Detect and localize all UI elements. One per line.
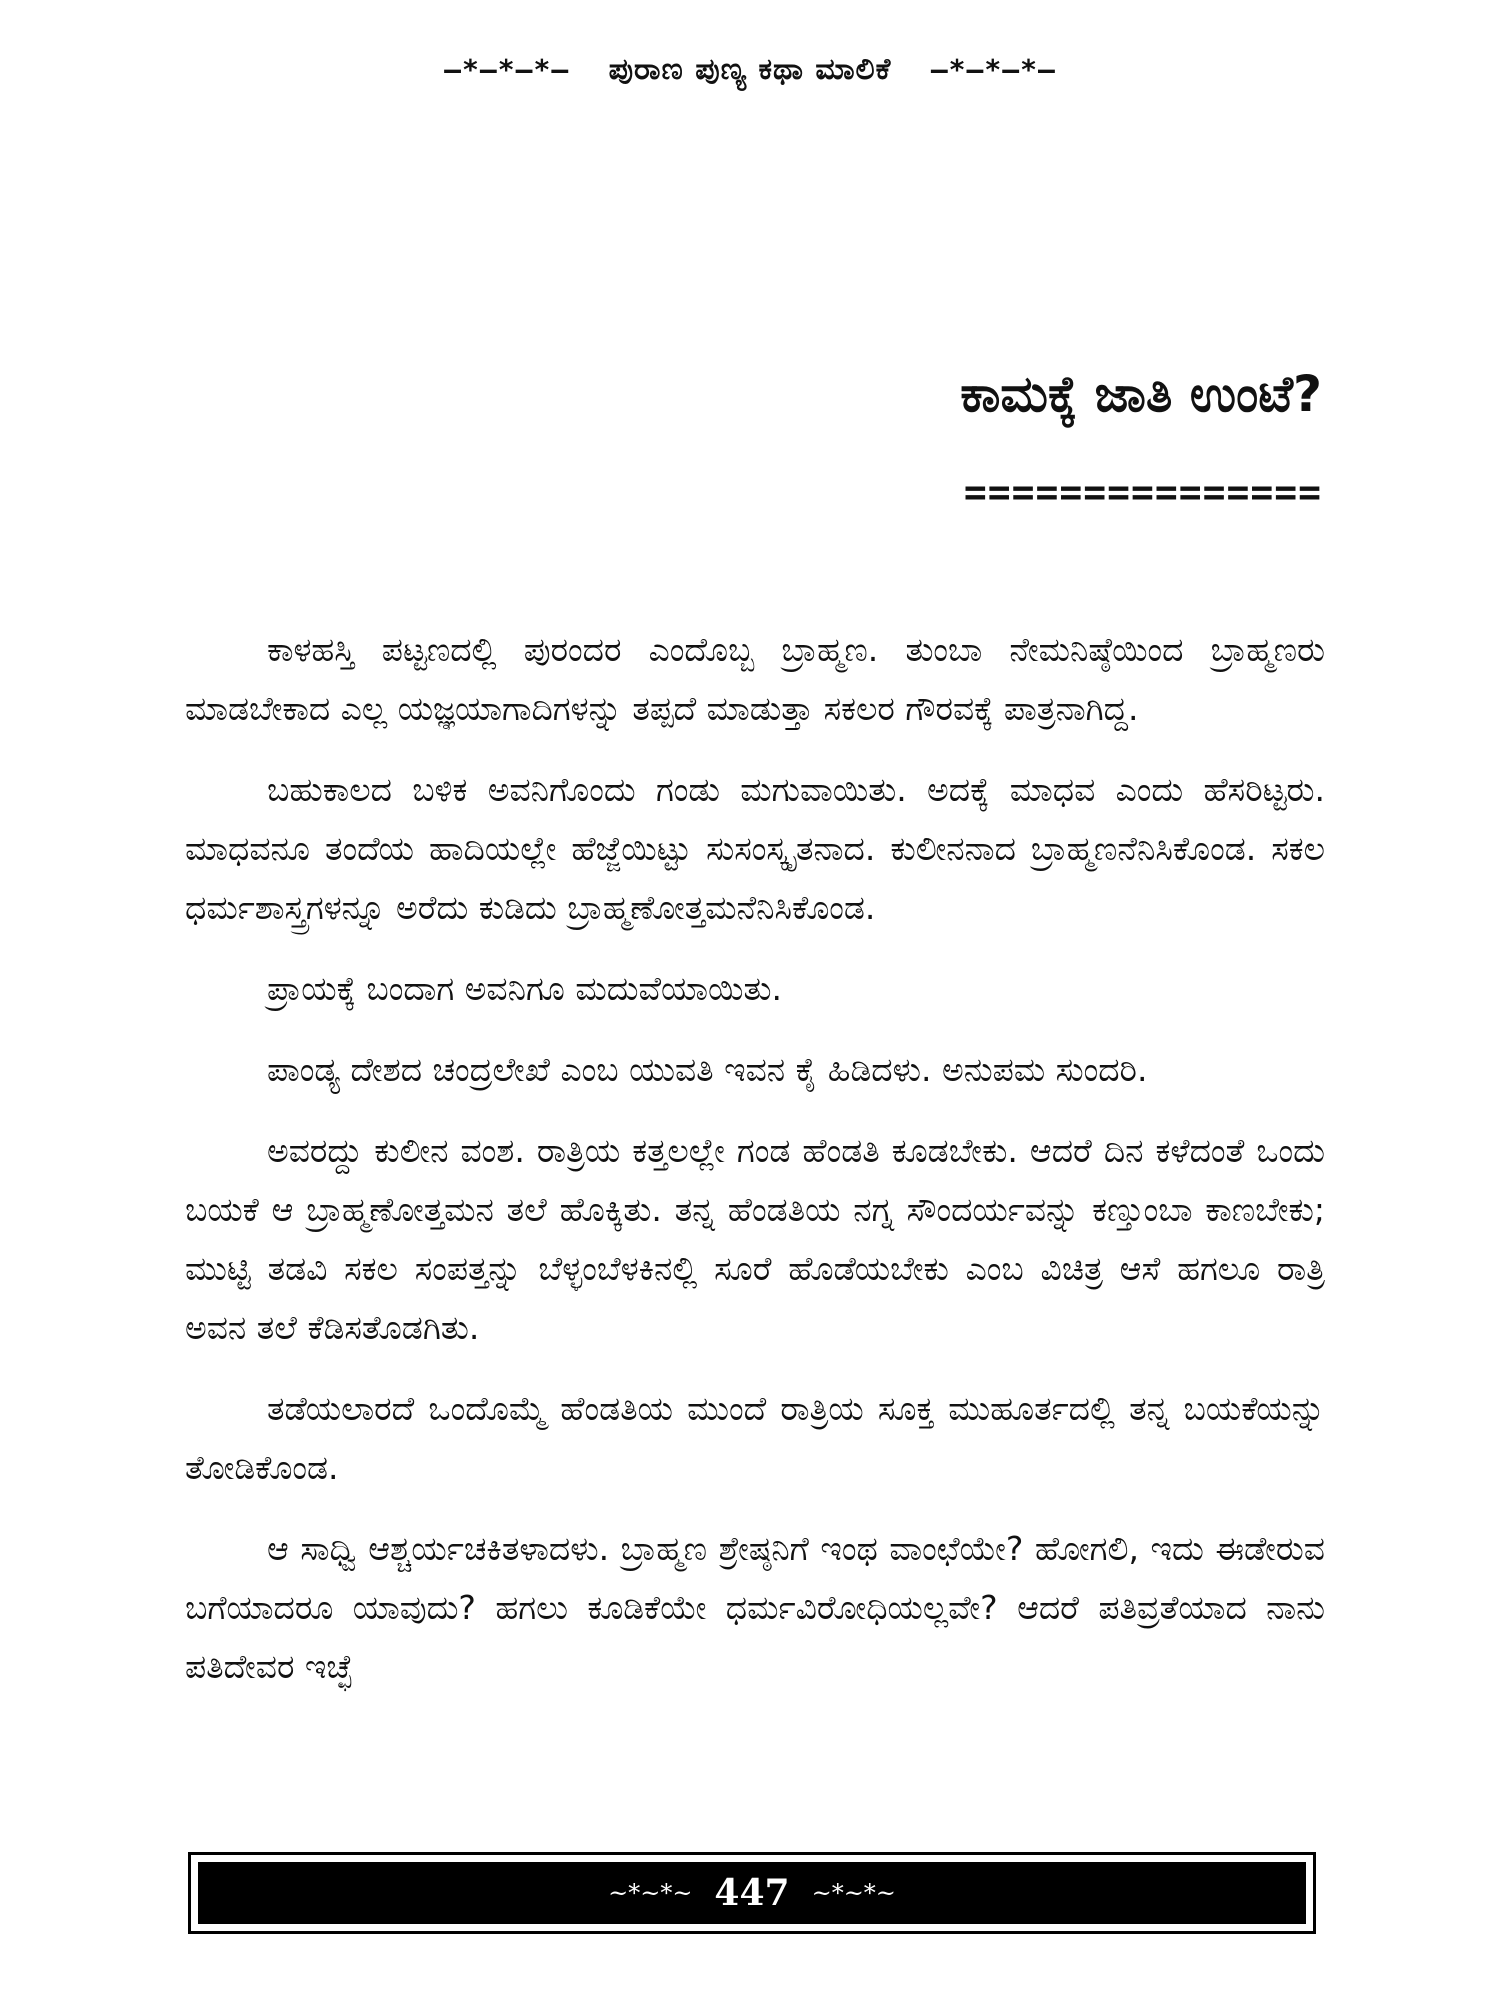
paragraph: ಆ ಸಾಧ್ವಿ ಆಶ್ಚರ್ಯಚಕಿತಳಾದಳು. ಬ್ರಾಹ್ಮಣ ಶ್ರೇಷ್ಠನಿಗೆ ಇಂಥ ವಾಂಛೆಯೇ? ಹೋಗಲಿ, ಇದು ಈಡೇರುವ ಬಗೆಯಾದರೂ ಯಾವುದು? ಹಗಲು ಕೂಡಿಕೆಯೇ ಧರ್ಮವಿರೋಧಿಯಲ್ಲವೇ? ಆದರೆ ಪತಿವ್ರತೆಯಾದ ನಾನು ಪತಿದೇವರ ಇಚ್ಛೆ [185,1529,1325,1686]
paragraph: ತಡೆಯಲಾರದೆ ಒಂದೊಮ್ಮೆ ಹೆಂಡತಿಯ ಮುಂದೆ ರಾತ್ರಿಯ ಸೂಕ್ತ ಮುಹೂರ್ತದಲ್ಲಿ ತನ್ನ ಬಯಕೆಯನ್ನು ತೋಡಿಕೊಂಡ. [185,1389,1325,1487]
header-ornament-left: –*–*–*– [444,53,570,86]
paragraph: ಬಹುಕಾಲದ ಬಳಿಕ ಅವನಿಗೊಂದು ಗಂಡು ಮಗುವಾಯಿತು. ಅದಕ್ಕೆ ಮಾಧವ ಎಂದು ಹೆಸರಿಟ್ಟರು. ಮಾಧವನೂ ತಂದೆಯ ಹಾದಿಯಲ್ಲೇ ಹೆಜ್ಜೆಯಿಟ್ಟು ಸುಸಂಸ್ಕೃತನಾದ. ಕುಲೀನನಾದ ಬ್ರಾಹ್ಮಣನೆನಿಸಿಕೊಂಡ. ಸಕಲ ಧರ್ಮಶಾಸ್ತ್ರಗಳನ್ನೂ ಅರೆದು ಕುಡಿದು ಬ್ರಾಹ್ಮಣೋತ್ತಮನೆನಿಸಿಕೊಂಡ. [185,770,1325,927]
book-title: ಪುರಾಣ ಪುಣ್ಯ ಕಥಾ ಮಾಲಿಕೆ [608,52,892,87]
paragraph: ಕಾಳಹಸ್ತಿ ಪಟ್ಟಣದಲ್ಲಿ ಪುರಂದರ ಎಂದೊಬ್ಬ ಬ್ರಾಹ್ಮಣ. ತುಂಬಾ ನೇಮನಿಷ್ಠೆಯಿಂದ ಬ್ರಾಹ್ಮಣರು ಮಾಡಬೇಕಾದ ಎಲ್ಲ ಯಜ್ಞಯಾಗಾದಿಗಳನ್ನು ತಪ್ಪದೆ ಮಾಡುತ್ತಾ ಸಕಲರ ಗೌರವಕ್ಕೆ ಪಾತ್ರನಾಗಿದ್ದ. [185,630,1325,728]
body-text [185,620,1325,1718]
header-ornament-right: –*–*–*– [930,53,1056,86]
title-underline-rule: =============== [963,470,1322,514]
page-number: 447 [714,1872,790,1914]
footer-ornament-left: ~*~*~ [608,1879,693,1907]
footer-ornament-right: ~*~*~ [811,1879,896,1907]
paragraph: ಪ್ರಾಯಕ್ಕೆ ಬಂದಾಗ ಅವನಿಗೂ ಮದುವೆಯಾಯಿತು. [267,969,782,1008]
paragraph: ಪಾಂಡ್ಯ ದೇಶದ ಚಂದ್ರಲೇಖೆ ಎಂಬ ಯುವತಿ ಇವನ ಕೈ ಹಿಡಿದಳು. ಅನುಪಮ ಸುಂದರಿ. [267,1050,1148,1089]
running-header [0,52,1500,87]
chapter-title: ಕಾಮಕ್ಕೆ ಜಾತಿ ಉಂಟೆ? [960,365,1322,423]
footer-band [198,1862,1306,1924]
paragraph: ಅವರದ್ದು ಕುಲೀನ ವಂಶ. ರಾತ್ರಿಯ ಕತ್ತಲಲ್ಲೇ ಗಂಡ ಹೆಂಡತಿ ಕೂಡಬೇಕು. ಆದರೆ ದಿನ ಕಳೆದಂತೆ ಒಂದು ಬಯಕೆ ಆ ಬ್ರಾಹ್ಮಣೋತ್ತಮನ ತಲೆ ಹೊಕ್ಕಿತು. ತನ್ನ ಹೆಂಡತಿಯ ನಗ್ನ ಸೌಂದರ್ಯವನ್ನು ಕಣ್ತುಂಬಾ ಕಾಣಬೇಕು; ಮುಟ್ಟಿ ತಡವಿ ಸಕಲ ಸಂಪತ್ತನ್ನು ಬೆಳ್ಳಂಬೆಳಕಿನಲ್ಲಿ ಸೂರೆ ಹೊಡೆಯಬೇಕು ಎಂಬ ವಿಚಿತ್ರ ಆಸೆ ಹಗಲೂ ರಾತ್ರಿ ಅವನ ತಲೆ ಕೆಡಿಸತೊಡಗಿತು. [185,1131,1325,1347]
page-footer [188,1852,1316,1934]
